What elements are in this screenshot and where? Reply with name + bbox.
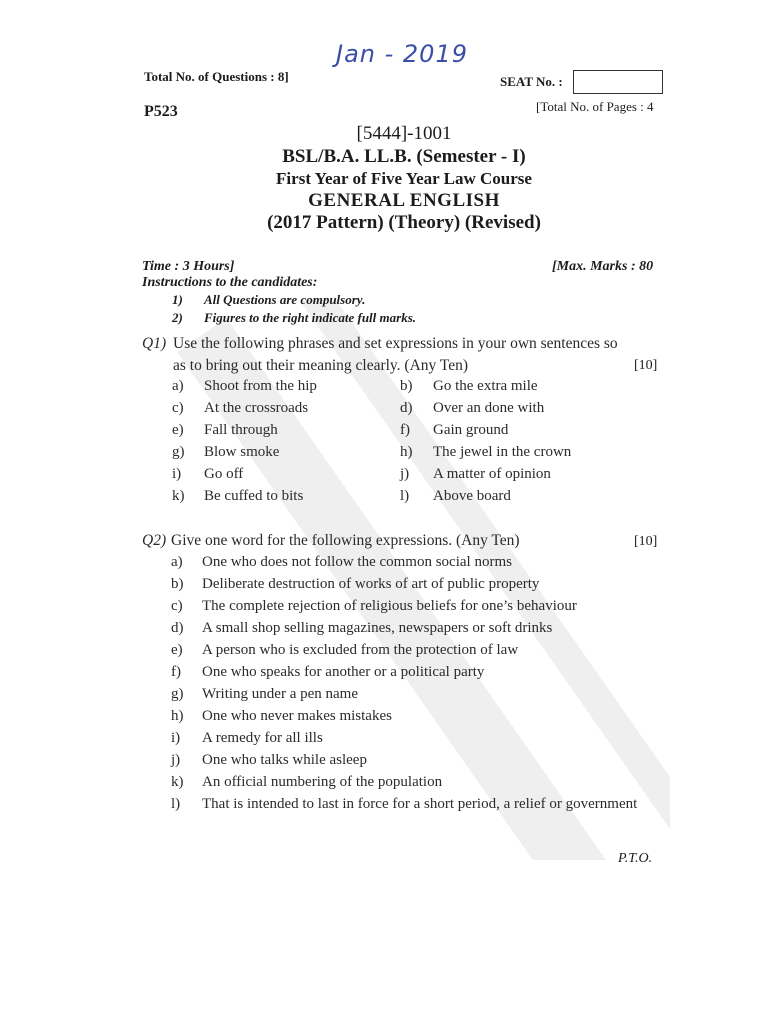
option-letter: c): [172, 400, 184, 416]
option-letter: k): [172, 488, 185, 504]
seat-no-label: SEAT No. :: [500, 74, 563, 89]
item-text: A remedy for all ills: [202, 730, 323, 746]
item-letter: a): [171, 554, 183, 570]
q2-label: Q2): [142, 532, 167, 549]
total-pages: [Total No. of Pages : 4: [536, 99, 654, 114]
q2-marks: [10]: [634, 534, 658, 549]
item-text: Writing under a pen name: [202, 686, 359, 702]
option-letter: f): [400, 422, 410, 438]
option-text: Blow smoke: [204, 444, 280, 460]
option-letter: b): [400, 378, 413, 394]
q1-marks: [10]: [634, 358, 658, 373]
q1-label: Q1): [142, 335, 167, 352]
option-text: Above board: [433, 488, 511, 504]
option-letter: j): [400, 466, 410, 482]
option-text: A matter of opinion: [433, 466, 551, 482]
item-letter: g): [171, 686, 184, 702]
option-letter: l): [400, 488, 410, 504]
item-letter: e): [171, 642, 183, 658]
item-text: Deliberate destruction of works of art of public property: [202, 576, 540, 592]
option-text: Fall through: [204, 422, 278, 438]
q2-text: Give one word for the following expressions. (Any Ten): [171, 532, 520, 549]
max-marks: [Max. Marks : 80: [552, 259, 654, 274]
option-text: Over an done with: [433, 400, 545, 416]
item-text: A small shop selling magazines, newspapers or soft drinks: [202, 620, 553, 636]
item-text: That is intended to last in force for a short period, a relief or government: [202, 796, 638, 812]
option-letter: a): [172, 378, 184, 394]
option-text: Shoot from the hip: [204, 378, 317, 394]
item-text: The complete rejection of religious beliefs for one’s behaviour: [202, 598, 577, 614]
item-text: One who never makes mistakes: [202, 708, 392, 724]
exam-code: [5444]-1001: [356, 123, 452, 144]
subject-title: GENERAL ENGLISH: [308, 190, 500, 211]
item-text: A person who is excluded from the protection of law: [202, 642, 519, 658]
option-text: Go off: [204, 466, 244, 482]
instruction-number: 2): [172, 310, 183, 325]
item-letter: i): [171, 730, 181, 746]
item-letter: l): [171, 796, 181, 812]
q1-text-line2: as to bring out their meaning clearly. (Any Ten): [173, 357, 469, 374]
option-letter: g): [172, 444, 185, 460]
item-letter: d): [171, 620, 184, 636]
option-text: The jewel in the crown: [433, 444, 572, 460]
instruction-text: All Questions are compulsory.: [204, 292, 366, 307]
item-letter: f): [171, 664, 181, 680]
option-text: Go the extra mile: [433, 378, 538, 394]
course-title: BSL/B.A. LL.B. (Semester - I): [282, 146, 526, 167]
q1-text-line1: Use the following phrases and set expressions in your own sentences so: [173, 335, 618, 352]
option-letter: d): [400, 400, 413, 416]
pattern-title: (2017 Pattern) (Theory) (Revised): [267, 212, 541, 233]
item-letter: h): [171, 708, 184, 724]
item-letter: j): [171, 752, 181, 768]
option-text: Be cuffed to bits: [204, 488, 304, 504]
pto-label: P.T.O.: [618, 851, 653, 866]
instructions-heading: Instructions to the candidates:: [142, 275, 318, 290]
item-text: One who does not follow the common social norms: [202, 554, 512, 570]
instruction-number: 1): [172, 292, 183, 307]
option-text: At the crossroads: [204, 400, 309, 416]
course-year: First Year of Five Year Law Course: [276, 169, 532, 188]
item-letter: b): [171, 576, 184, 592]
total-questions: Total No. of Questions : 8]: [144, 69, 289, 84]
time-allowed: Time : 3 Hours]: [142, 259, 235, 274]
option-letter: i): [172, 466, 182, 482]
item-letter: k): [171, 774, 184, 790]
seat-no-box[interactable]: [573, 70, 663, 94]
option-letter: h): [400, 444, 413, 460]
item-text: An official numbering of the population: [202, 774, 443, 790]
instruction-text: Figures to the right indicate full marks.: [204, 310, 417, 325]
paper-code: P523: [144, 103, 178, 120]
item-letter: c): [171, 598, 183, 614]
option-text: Gain ground: [433, 422, 509, 438]
item-text: One who talks while asleep: [202, 752, 367, 768]
handwritten-date: Jan - 2019: [336, 40, 468, 68]
item-text: One who speaks for another or a political party: [202, 664, 485, 680]
option-letter: e): [172, 422, 184, 438]
